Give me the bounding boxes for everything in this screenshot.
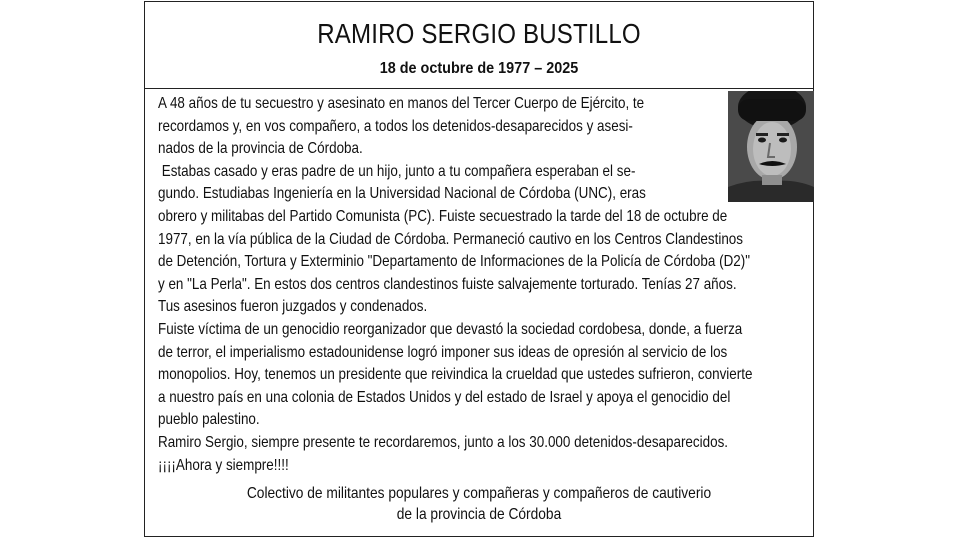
notice-signature bbox=[145, 483, 813, 525]
notice-body bbox=[158, 93, 813, 477]
body-line: monopolios. Hoy, tenemos un presidente que reivindica la crueldad que ustedes sufrieron, convierte bbox=[158, 366, 753, 384]
body-line: de terror, el imperialismo estadounidense logró imponer sus ideas de opresión al servicio de los bbox=[158, 343, 728, 361]
body-line: gundo. Estudiabas Ingeniería en la Universidad Nacional de Córdoba (UNC), eras bbox=[158, 185, 646, 203]
body-line: ¡¡¡¡Ahora y siempre!!!! bbox=[158, 456, 289, 474]
signature-line: de la provincia de Córdoba bbox=[396, 506, 562, 523]
body-line: A 48 años de tu secuestro y asesinato en manos del Tercer Cuerpo de Ejército, te bbox=[158, 95, 645, 112]
body-line: a nuestro país en una colonia de Estados Unidos y del estado de Israel y apoya el genocidio del bbox=[158, 388, 731, 406]
notice-header bbox=[145, 2, 813, 89]
notice-dates: 18 de octubre de 1977 – 2025 bbox=[379, 60, 579, 77]
body-line: y en "La Perla". En estos dos centros clandestinos fuiste salvajemente torturado. Tenías 27 años. bbox=[158, 275, 737, 293]
body-line: Tus asesinos fueron juzgados y condenados. bbox=[158, 298, 428, 316]
body-line: Estabas casado y eras padre de un hijo, junto a tu compañera esperaban el se- bbox=[158, 162, 636, 180]
body-line: recordamos y, en vos compañero, a todos los detenidos-desaparecidos y asesi- bbox=[158, 117, 633, 135]
body-line: pueblo palestino. bbox=[158, 411, 260, 429]
body-line: 1977, en la vía pública de la Ciudad de Córdoba. Permaneció cautivo en los Centros Clandestinos bbox=[158, 230, 744, 248]
body-line: de Detención, Tortura y Exterminio "Departamento de Informaciones de la Policía de Córdoba (D2)" bbox=[158, 253, 751, 271]
signature-line: Colectivo de militantes populares y compañeras y compañeros de cautiverio bbox=[246, 485, 712, 502]
body-line: Fuiste víctima de un genocidio reorganizador que devastó la sociedad cordobesa, donde, a fuerza bbox=[158, 320, 743, 338]
body-line: Ramiro Sergio, siempre presente te recordaremos, junto a los 30.000 detenidos-desaparecidos. bbox=[158, 433, 729, 451]
body-line: nados de la provincia de Córdoba. bbox=[158, 140, 363, 158]
notice-title: RAMIRO SERGIO BUSTILLO bbox=[317, 18, 641, 49]
body-line: obrero y militabas del Partido Comunista (PC). Fuiste secuestrado la tarde del 18 de octubre de bbox=[158, 207, 728, 225]
obituary-notice bbox=[144, 1, 814, 537]
